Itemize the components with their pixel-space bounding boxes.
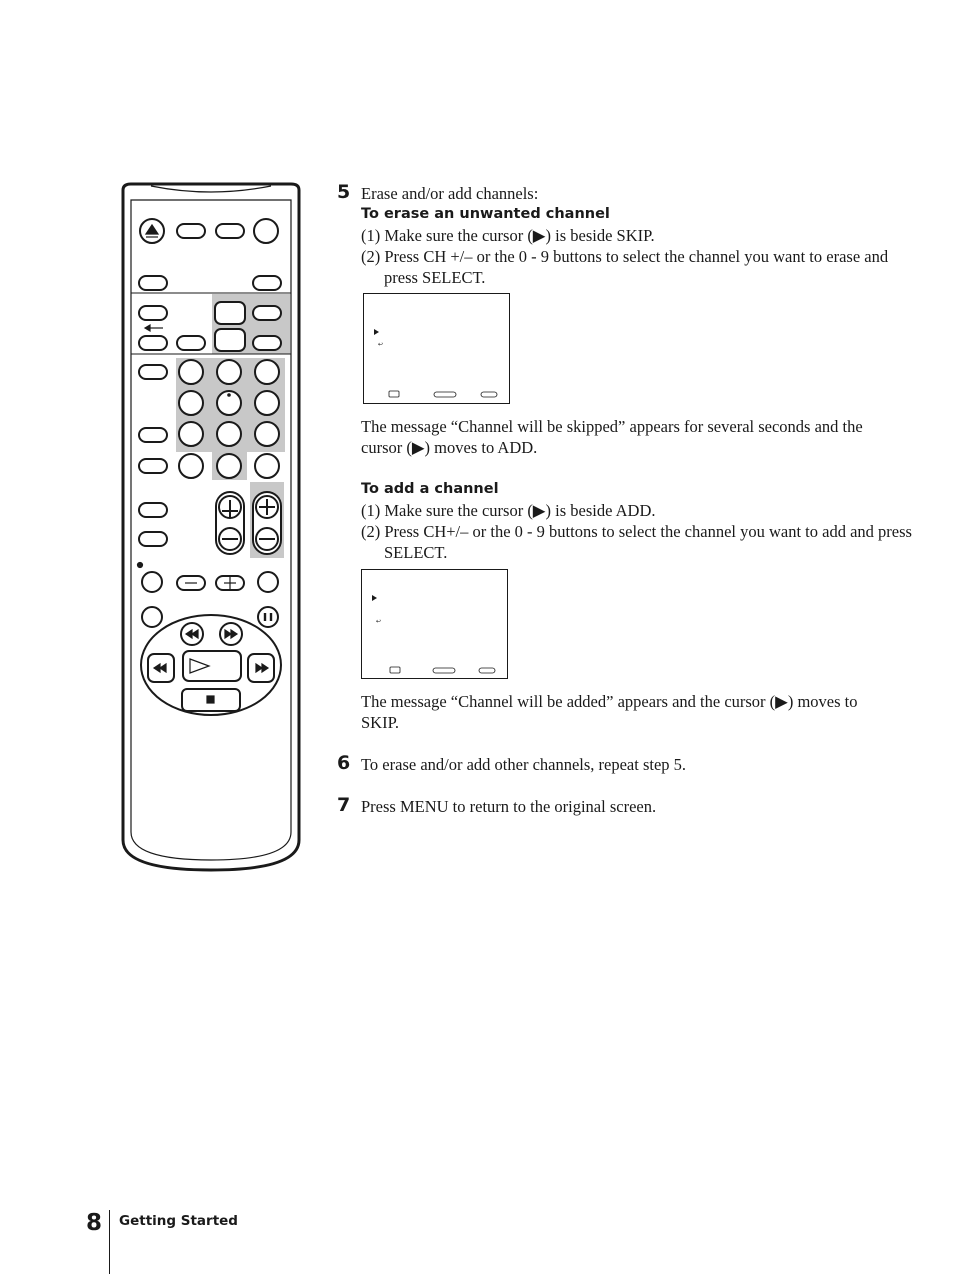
tv-menu-screen-skip [363,293,510,404]
step-5-number: 5 [337,181,351,203]
svg-text:↩: ↩ [376,618,382,625]
step-6-text: To erase and/or add other channels, repeat step 5. [361,755,687,774]
step-6-number: 6 [337,752,351,774]
add-step-2: (2) Press CH+/– or the 0 - 9 buttons to select the channel you want to add and press SELECT. [361,522,912,562]
page-number: 8 [86,1210,103,1236]
step-5-intro: Erase and/or add channels: [361,184,539,203]
add-step-1: (1) Make sure the cursor (▶) is beside ADD. [361,501,656,520]
remote-control-illustration [115,180,307,875]
add-result: The message “Channel will be added” appears and the cursor (▶) moves to SKIP. [361,692,858,732]
tv-menu-screen-add [361,569,508,679]
erase-step-1: (1) Make sure the cursor (▶) is beside SKIP. [361,226,655,245]
cursor-triangle-icon [374,329,379,335]
screen-content [364,294,509,403]
section-title: Getting Started [119,1213,238,1229]
screen-content [362,570,507,678]
step-7-number: 7 [337,794,351,816]
step-7-text: Press MENU to return to the original screen. [361,797,657,816]
erase-step-2: (2) Press CH +/– or the 0 - 9 buttons to select the channel you want to erase and press SELECT. [361,247,889,287]
svg-text:↩: ↩ [378,341,384,348]
footer-divider [109,1210,110,1274]
cursor-triangle-icon [372,595,377,601]
erase-result: The message “Channel will be skipped” appears for several seconds and the cursor (▶) moves to ADD. [361,417,863,457]
add-heading: To add a channel [361,481,499,497]
erase-heading: To erase an unwanted channel [361,206,610,222]
